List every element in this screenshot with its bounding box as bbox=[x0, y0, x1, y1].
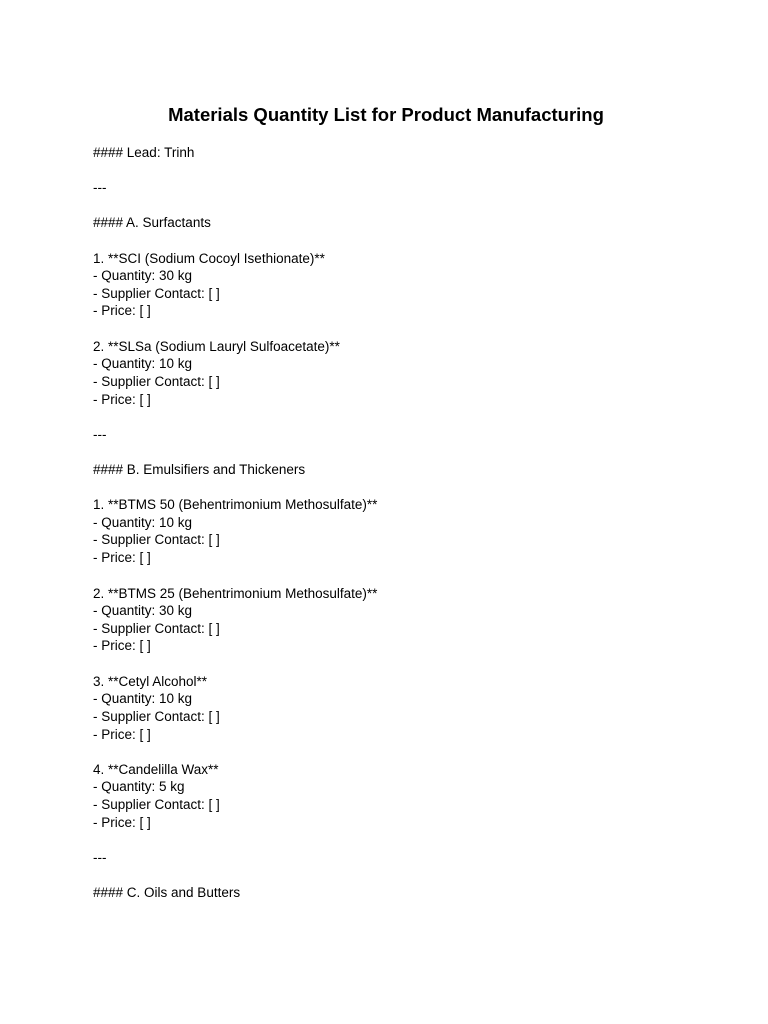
item-price: - Price: [ ] bbox=[93, 550, 151, 565]
item-supplier: - Supplier Contact: [ ] bbox=[93, 797, 220, 812]
item-price: - Price: [ ] bbox=[93, 303, 151, 318]
item-quantity: - Quantity: 10 kg bbox=[93, 691, 193, 706]
separator: --- bbox=[93, 427, 107, 442]
item-supplier: - Supplier Contact: [ ] bbox=[93, 621, 220, 636]
item-name: 1. **SCI (Sodium Cocoyl Isethionate)** bbox=[93, 251, 325, 266]
item-price: - Price: [ ] bbox=[93, 815, 151, 830]
section-heading-surfactants: #### A. Surfactants bbox=[93, 215, 211, 230]
item-price: - Price: [ ] bbox=[93, 392, 151, 407]
item-name: 3. **Cetyl Alcohol** bbox=[93, 674, 208, 689]
separator: --- bbox=[93, 180, 107, 195]
item-supplier: - Supplier Contact: [ ] bbox=[93, 532, 220, 547]
item-name: 1. **BTMS 50 (Behentrimonium Methosulfate)** bbox=[93, 497, 378, 512]
item-quantity: - Quantity: 10 kg bbox=[93, 515, 193, 530]
item-price: - Price: [ ] bbox=[93, 638, 151, 653]
section-heading-oils-butters: #### C. Oils and Butters bbox=[93, 885, 241, 900]
item-price: - Price: [ ] bbox=[93, 727, 151, 742]
item-supplier: - Supplier Contact: [ ] bbox=[93, 709, 220, 724]
item-name: 2. **BTMS 25 (Behentrimonium Methosulfate)** bbox=[93, 586, 378, 601]
separator: --- bbox=[93, 850, 107, 865]
item-quantity: - Quantity: 5 kg bbox=[93, 779, 185, 794]
item-quantity: - Quantity: 30 kg bbox=[93, 603, 193, 618]
lead-line: #### Lead: Trinh bbox=[93, 145, 195, 160]
item-name: 4. **Candelilla Wax** bbox=[93, 762, 219, 777]
item-quantity: - Quantity: 30 kg bbox=[93, 268, 193, 283]
item-quantity: - Quantity: 10 kg bbox=[93, 356, 193, 371]
document-title: Materials Quantity List for Product Manufacturing bbox=[168, 104, 604, 125]
item-supplier: - Supplier Contact: [ ] bbox=[93, 374, 220, 389]
item-supplier: - Supplier Contact: [ ] bbox=[93, 286, 220, 301]
item-name: 2. **SLSa (Sodium Lauryl Sulfoacetate)** bbox=[93, 339, 340, 354]
section-heading-emulsifiers: #### B. Emulsifiers and Thickeners bbox=[93, 462, 306, 477]
